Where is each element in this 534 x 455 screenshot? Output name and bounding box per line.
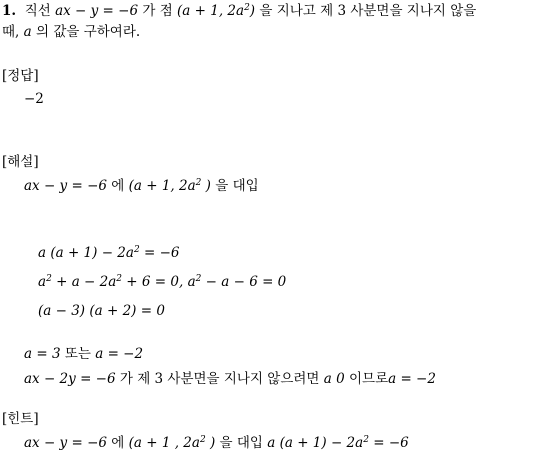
solution-step-3: (a − 3) (a + 2) = 0 <box>38 303 165 319</box>
solution-text: 에 <box>111 178 125 194</box>
solution-result: a = 3 또는 a = −2 <box>24 346 144 362</box>
solution-point: (a + 1, $2a^2$ ) <box>128 178 211 194</box>
solution-step-1: a $(a + 1) - 2a^2 = -6$ <box>38 245 180 261</box>
problem-text: 의 값을 구하여라. <box>36 24 141 40</box>
solution-intro <box>24 177 259 195</box>
solution-heading: [해설] <box>2 154 39 170</box>
solution-text: 을 대입 <box>215 178 259 194</box>
problem-variable: a <box>23 24 32 40</box>
hint-text: ax − y = −6 에 (a + 1 , $2a^2$ ) 을 대입 a $(a + 1) - 2a^2 = -6$ <box>24 435 409 451</box>
answer-heading: [정답] <box>2 68 39 84</box>
solution-step-2: $a^2 + a - 2a^2 + 6 = 0$, $a^2 - a - 6 = 0$ <box>38 274 287 290</box>
problem-text: 을 지나고 제 3 사분면을 지나지 않을 <box>259 3 477 19</box>
problem-line-2 <box>2 23 140 41</box>
problem-text: 직선 <box>24 3 51 19</box>
hint-heading: [힌트] <box>2 411 39 427</box>
problem-text: 때, <box>2 24 20 40</box>
problem-equation: ax − y = −6 <box>55 3 139 19</box>
problem-line-1 <box>2 2 476 20</box>
answer-value: −2 <box>24 91 44 107</box>
problem-point: (a + 1, $2a^2$) <box>177 3 256 19</box>
solution-condition: ax − 2y = −6 가 제 3 사분면을 지나지 않으려면 a 0 이므로a = −2 <box>24 371 436 387</box>
solution-equation: ax − y = −6 <box>24 178 107 194</box>
problem-text: 가 점 <box>142 3 173 19</box>
problem-number: 1. <box>2 3 17 19</box>
